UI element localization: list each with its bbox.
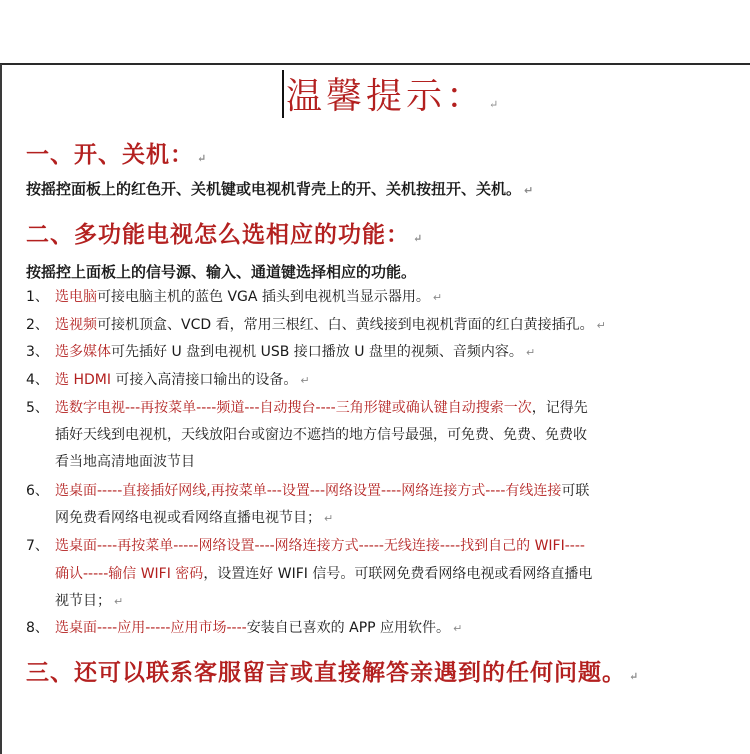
list-item-7-line-3: 视节目； ↵: [55, 593, 124, 609]
list-item-2: 2、 选视频可接机顶盒、VCD 看，常用三根红、白、黄线接到电视机背面的红白黄接插孔。 ↵: [26, 317, 606, 333]
section2-intro: 按摇控上面板上的信号源、输入、通道键选择相应的功能。: [26, 263, 417, 281]
list-item-7-line-2: 确认-----输信 WIFI 密码，设置连好 WIFI 信号。可联网免费看网络电视或看网络直播电: [55, 566, 593, 582]
text-cursor: [282, 70, 284, 118]
list-item-4: 4、 选 HDMI 可接入高清接口输出的设备。 ↵: [26, 372, 310, 388]
page-left-border: [0, 64, 2, 754]
section3-heading: 三、还可以联系客服留言或直接解答亲遇到的任何问题。 ↵: [26, 659, 640, 686]
list-item-8: 8、 选桌面----应用-----应用市场----安装自已喜欢的 APP 应用软件。 ↵: [26, 620, 463, 636]
list-item-5: 5、 选数字电视---再按菜单----频道---自动搜台----三角形键或确认键自动搜索一次，记得先: [26, 400, 588, 416]
section1-heading: 一、开、关机： ↵: [26, 141, 208, 168]
document-title: 温馨提示： ↵: [286, 76, 503, 117]
section2-heading: 二、多功能电视怎么选相应的功能： ↵: [26, 221, 424, 248]
list-item-6: 6、 选桌面-----直接插好网线,再按菜单---设置---网络设置----网络连接方式----有线连接可联: [26, 483, 590, 499]
list-item-7: 7、 选桌面----再按菜单-----网络设置----网络连接方式-----无线连接----找到自己的 WIFI----: [26, 538, 585, 554]
list-item-3: 3、 选多媒体可先插好 U 盘到电视机 USB 接口播放 U 盘里的视频、音频内容。 ↵: [26, 344, 536, 360]
list-item-5-line-2: 插好天线到电视机，天线放阳台或窗边不遮挡的地方信号最强，可免费、免费、免费收: [55, 427, 587, 443]
list-item-5-line-3: 看当地高清地面波节目: [55, 454, 195, 470]
list-item-1: 1、 选电脑可接电脑主机的蓝色 VGA 插头到电视机当显示器用。 ↵: [26, 289, 443, 305]
page-top-border: [0, 63, 750, 65]
list-item-6-line-2: 网免费看网络电视或看网络直播电视节目； ↵: [55, 510, 334, 526]
section1-text: 按摇控面板上的红色开、关机键或电视机背壳上的开、关机按扭开、关机。 ↵: [26, 180, 534, 198]
